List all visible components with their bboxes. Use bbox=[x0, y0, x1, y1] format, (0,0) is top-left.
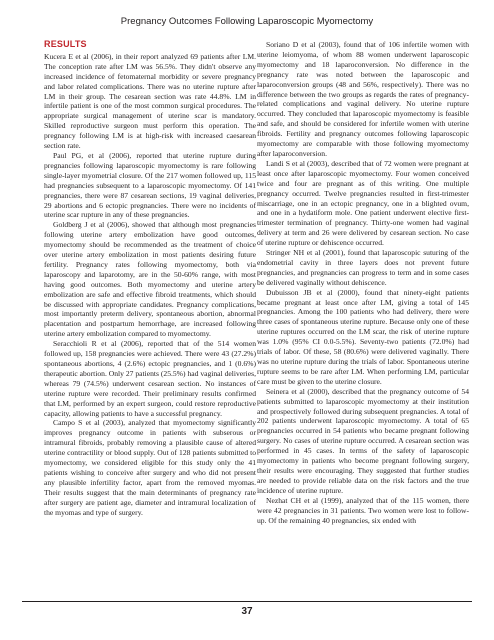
paragraph: Goldberg J et al (2006), showed that although most pregnancies following uterine artery embolization have good outcomes, myomectomy should be recommended as the treatment of choice over uterine artery embolization in most patients desiring future fertility. Pregnancy rates following myomectomy, both via laparoscopy and laparotomy, are in the 50-60% range, with most having good outcomes. Both myomectomy and uterine artery embolization are safe and effective fibroid treatments, which should be discussed with appropriate candidates. Pregnancy complications, most importantly preterm delivery, spontaneous abortion, abnormal placentation and postpartum hemorrhage, are increased following uterine artery embolization compared to myomectomy. bbox=[44, 220, 256, 339]
paragraph: Seinera et al (2000), described that the pregnancy outcome of 54 patients submitted to laparoscopic myomectomy at their institution and prospectively followed during subsequent pregnancies. A total of 202 patients underwent laparoscopic myomectomy. A total of 65 pregnancies occurred in 54 patients who became pregnant following surgery. No cases of uterine rupture occurred. A cesarean section was performed in 45 cases. In terms of the safety of laparoscopic myomectomy in patients who become pregnant following surgery, their results were encouraging. They suggested that further studies are needed to provide reliable data on the risk factors and the true incidence of uterine rupture. bbox=[257, 386, 469, 495]
paragraph: Nezhat CH et al (1999), analyzed that of the 115 women, there were 42 pregnancies in 31 patients. Two women were lost to follow-up. Of the remaining 40 pregnancies, six ended with bbox=[257, 495, 469, 525]
paragraph: Seracchioli R et al (2006), reported that of the 514 women followed up, 158 pregnancies were achieved. There were 43 (27.2%) spontaneous abortions, 4 (2.6%) ectopic pregnancies, and 1 (0.6%) therapeutic abortion. Only 27 patients (25.5%) had vaginal deliveries, whereas 79 (74.5%) underwent cesarean section. No instances of uterine rupture were recorded. Their preliminary results confirmed that LM, performed by an expert surgeon, could restore reproductive capacity, allowing patients to have a successful pregnancy. bbox=[44, 339, 256, 418]
footer-rule bbox=[22, 601, 472, 602]
paragraph: Dubuisson JB et al (2000), found that ninety-eight patients became pregnant at least once after LM, giving a total of 145 pregnancies. Among the 100 patients who had delivery, there were three cases of spontaneous uterine rupture. Because only one of these uterine ruptures occurred on the LM scar, the risk of uterine rupture was 1.0% (95% CI 0.0-5.5%). Seventy-two patients (72.0%) had trials of labor. Of these, 58 (80.6%) were delivered vaginally. There was no uterine rupture during the trials of labor. Spontaneous uterine rupture seems to be rare after LM. When performing LM, particular care must be given to the uterine closure. bbox=[257, 287, 469, 386]
paragraph: Stringer NH et al (2001), found that laparoscopic suturing of the endometrial cavity in three layers does not prevent future pregnancies, and pregnancies can progress to term and in some cases be delivered vaginally without dehiscence. bbox=[257, 248, 469, 287]
running-header: Pregnancy Outcomes Following Laparoscopic Myomectomy bbox=[120, 16, 374, 27]
left-column bbox=[44, 40, 256, 518]
paragraph: Paul PG, et al (2006), reported that uterine rupture during pregnancies following laparoscopic myomectomy is rare following single-layer myometrial closure. Of the 217 women followed up, 115 had pregnancies subsequent to a laparoscopic myomectomy. Of 141 pregnancies, there were 87 cesarean sections, 19 vaginal deliveries, 29 abortions and 6 ectopic pregnancies. There were no incidents of uterine scar rupture in any of these pregnancies. bbox=[44, 150, 256, 220]
right-column bbox=[257, 40, 469, 525]
paragraph: Kucera E et al (2006), in their report analyzed 69 patients after LM. The conception rate after LM was 56.5%. They didn't observe any increased incidence of fetomaternal morbidity or severe pregnancy and labor related complications. There was no uterine rupture after LM in their group. The cesarean section was rate 44.8%. LM in infertile patient is one of the most common surgical procedures. The appropriate surgical management of uterine scar is mandatory. Skilled reproductive surgeon must perform this operation. The pregnancy following LM is at high-risk with increased caesarean section rate. bbox=[44, 51, 256, 151]
paragraph: Soriano D et al (2003), found that of 106 infertile women with uterine leiomyoma, of whom 88 women underwent laparoscopic myomectomy and 18 laparoconversion. No difference in the pregnancy rate was noted between the laparoscopic and laparoconversion groups (48 and 56%, respectively). There was no difference between the two groups as regards the rates of pregnancy-related complications and vaginal delivery. No uterine rupture occurred. They concluded that laparoscopic myomectomy is feasible and safe, and should be considered for infertile women with uterine fibroids. Fertility and pregnancy outcomes following laparoscopic myomectomy are comparable with those following myomectomy after laparoconversion. bbox=[257, 40, 469, 158]
section-title-results: RESULTS bbox=[44, 39, 87, 49]
page-number: 37 bbox=[241, 606, 253, 617]
paragraph: Campo S et al (2003), analyzed that myomectomy significantly improves pregnancy outcome in patients with subserous or intramural fibroids, probably removing a plausible cause of altered uterine contractility or blood supply. Out of 128 patients submitted to myomectomy, we considered eligible for this study only the 41 patients wishing to conceive after surgery and who did not present any plausible infertility factor, apart from the removed myomas. Their results suggest that the main determinants of pregnancy rate after surgery are patient age, diameter and intramural localization of the myomas and type of surgery. bbox=[44, 418, 256, 517]
paragraph: Landi S et al (2003), described that of 72 women were pregnant at least once after laparoscopic myomectomy. Four women conceived twice and four are pregnant as of this writing. One multiple pregnancy occurred. Twelve pregnancies resulted in first-trimester miscarriage, one in an ectopic pregnancy, one in a blighted ovum, and one in a hydatiform mole. One patient underwent elective first-trimester termination of pregnancy. Thirty-one women had vaginal delivery at term and 26 were delivered by cesarean section. No case of uterine rupture or dehiscence occurred. bbox=[257, 158, 469, 248]
